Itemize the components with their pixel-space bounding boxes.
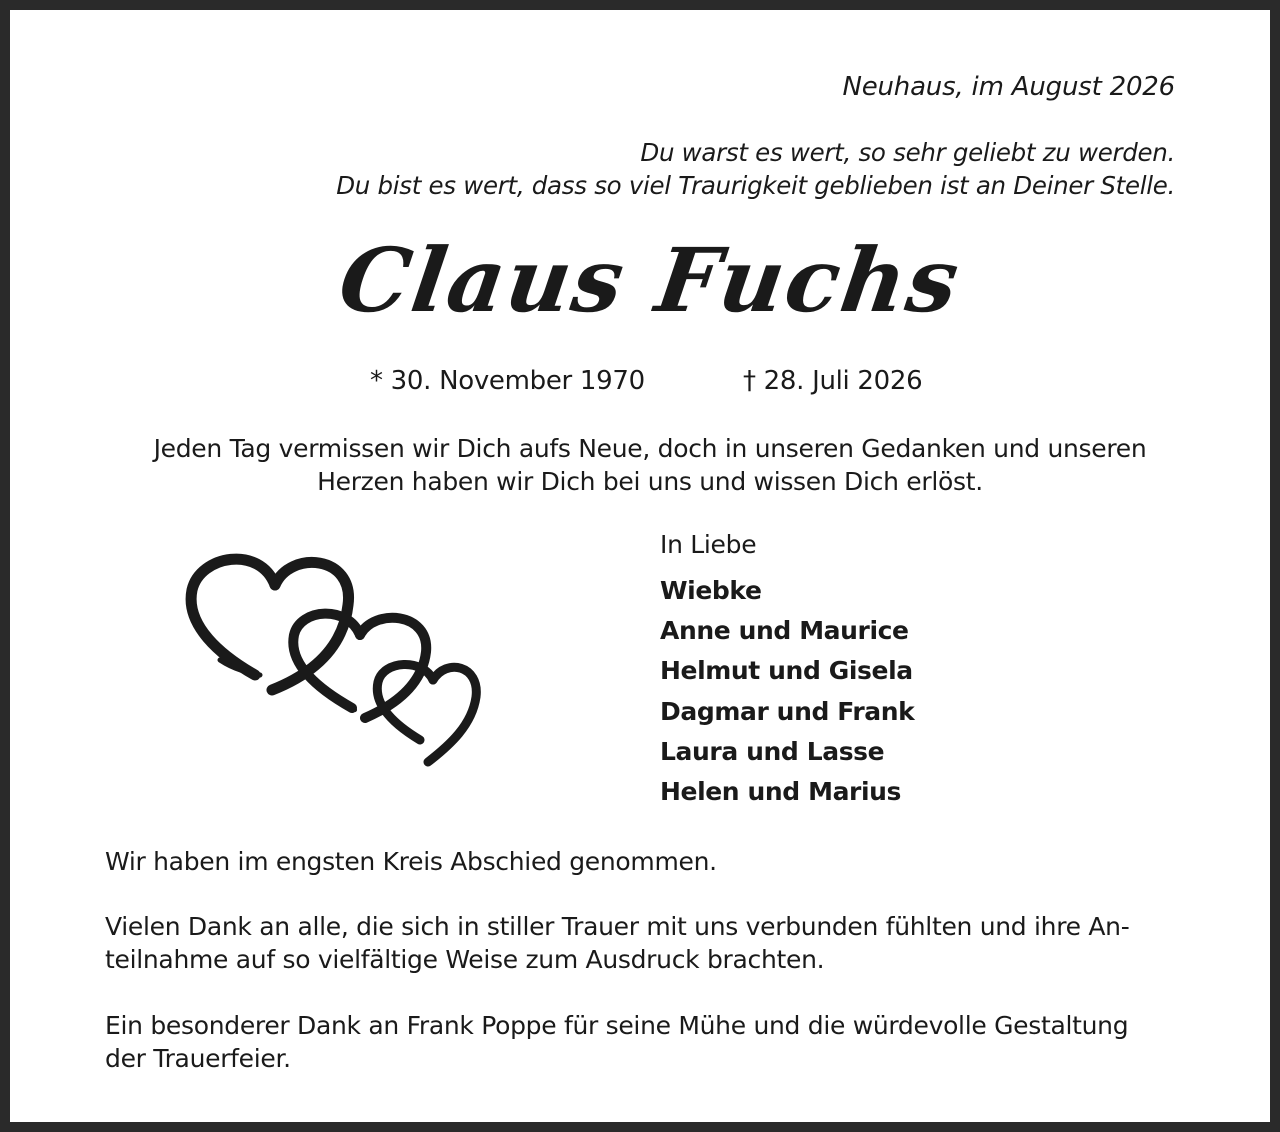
quote (336, 136, 1175, 202)
birth-date: * 30. November 1970 (370, 366, 645, 396)
place-date: Neuhaus, im August 2026 (842, 72, 1175, 102)
family-member: Helen und Marius (660, 777, 902, 807)
quote-line: Du warst es wert, so sehr geliebt zu werden. (640, 138, 1175, 167)
special-thanks-paragraph (105, 1009, 1195, 1075)
thanks-paragraph (105, 910, 1195, 976)
family-member: Wiebke (660, 576, 762, 605)
family-member: Helmut und Gisela (660, 656, 913, 686)
family-member: Laura und Lasse (660, 736, 885, 766)
thanks-line: teilnahme auf so vielfältige Weise zum Ausdruck brachten. (105, 945, 825, 974)
in-love-label: In Liebe (660, 530, 757, 559)
intro-text (10, 432, 1280, 498)
thanks-line: Vielen Dank an alle, die sich in stiller Trauer mit uns verbunden fühlten und ihre An- (105, 912, 1130, 941)
farewell-paragraph: Wir haben im engsten Kreis Abschied genommen. (105, 847, 717, 876)
family-member: Dagmar und Frank (660, 696, 915, 726)
deceased-name: Claus Fuchs (333, 228, 967, 332)
death-date: † 28. Juli 2026 (743, 366, 923, 396)
special-thanks-line: der Trauerfeier. (105, 1044, 291, 1073)
family-member: Anne und Maurice (660, 616, 909, 646)
special-thanks-line: Ein besonderer Dank an Frank Poppe für seine Mühe und die würdevolle Gestaltung (105, 1011, 1129, 1040)
family-list (660, 530, 914, 812)
quote-line: Du bist es wert, dass so viel Traurigkeit geblieben ist an Deiner Stelle. (336, 171, 1175, 200)
intro-line: Herzen haben wir Dich bei uns und wissen Dich erlöst. (317, 467, 983, 496)
intro-line: Jeden Tag vermissen wir Dich aufs Neue, doch in unseren Gedanken und unseren (153, 434, 1147, 463)
three-hearts-icon (180, 540, 490, 780)
